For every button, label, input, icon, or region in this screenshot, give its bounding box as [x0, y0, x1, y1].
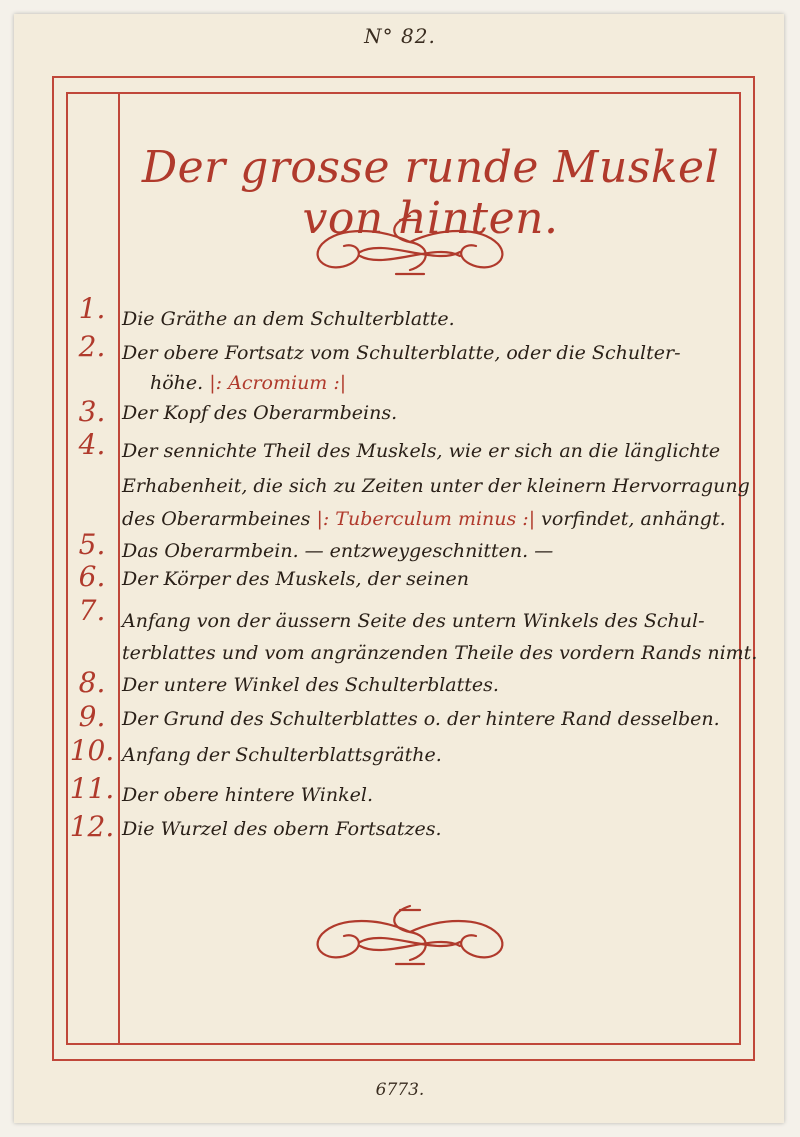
page-title: Der grosse runde Muskel von hinten.: [141, 142, 720, 244]
entry-text: vorfindet, anhängt.: [541, 508, 726, 530]
entry-line: Erhabenheit, die sich zu Zeiten unter der kleinern Hervorragung: [122, 475, 750, 497]
entry-line: Der obere Fortsatz vom Schulterblatte, oder die Schulter-: [122, 342, 681, 364]
entry-number: 10.: [69, 734, 115, 767]
entry-number: 5.: [78, 528, 106, 561]
catalog-number: 6773.: [375, 1080, 425, 1100]
entry-number: 1.: [78, 292, 106, 325]
entry-number: 8.: [78, 666, 106, 699]
entry-number: 11.: [69, 772, 115, 805]
entry-number: 9.: [78, 700, 106, 733]
entry-line: Der obere hintere Winkel.: [122, 784, 373, 806]
entry-line: Das Oberarmbein. — entzweygeschnitten. —: [122, 540, 554, 562]
entry-number: 6.: [78, 560, 106, 593]
entry-line: Die Gräthe an dem Schulterblatte.: [122, 308, 455, 330]
entry-line: Der Grund des Schulterblattes o. der hintere Rand desselben.: [122, 708, 720, 730]
latin-term: |: Acromium :|: [209, 372, 347, 394]
entry-line: Anfang von der äussern Seite des untern Winkels des Schul-: [122, 610, 705, 632]
entry-text: höhe.: [150, 372, 204, 394]
entry-text: des Oberarmbeines: [122, 508, 311, 530]
entry-number: 4.: [78, 428, 106, 461]
entry-number: 12.: [69, 810, 115, 843]
entry-number: 2.: [78, 330, 106, 363]
flourish-ornament-icon: [300, 898, 520, 978]
latin-term: |: Tuberculum minus :|: [316, 508, 536, 530]
sheet-number: N° 82.: [364, 24, 436, 48]
entry-line: [150, 372, 760, 394]
entry-line: terblattes und vom angränzenden Theile des vordern Rands nimt.: [122, 642, 758, 664]
entry-line: Der Körper des Muskels, der seinen: [122, 568, 469, 590]
entry-line: Der untere Winkel des Schulterblattes.: [122, 674, 499, 696]
entry-number: 7.: [78, 594, 106, 627]
entry-line: Anfang der Schulterblattsgräthe.: [122, 744, 442, 766]
entry-line: Der sennichte Theil des Muskels, wie er sich an die länglichte: [122, 440, 721, 462]
entry-line: Die Wurzel des obern Fortsatzes.: [122, 818, 442, 840]
entry-line: Der Kopf des Oberarmbeins.: [122, 402, 398, 424]
entry-number: 3.: [78, 395, 106, 428]
entry-line: [122, 508, 732, 530]
